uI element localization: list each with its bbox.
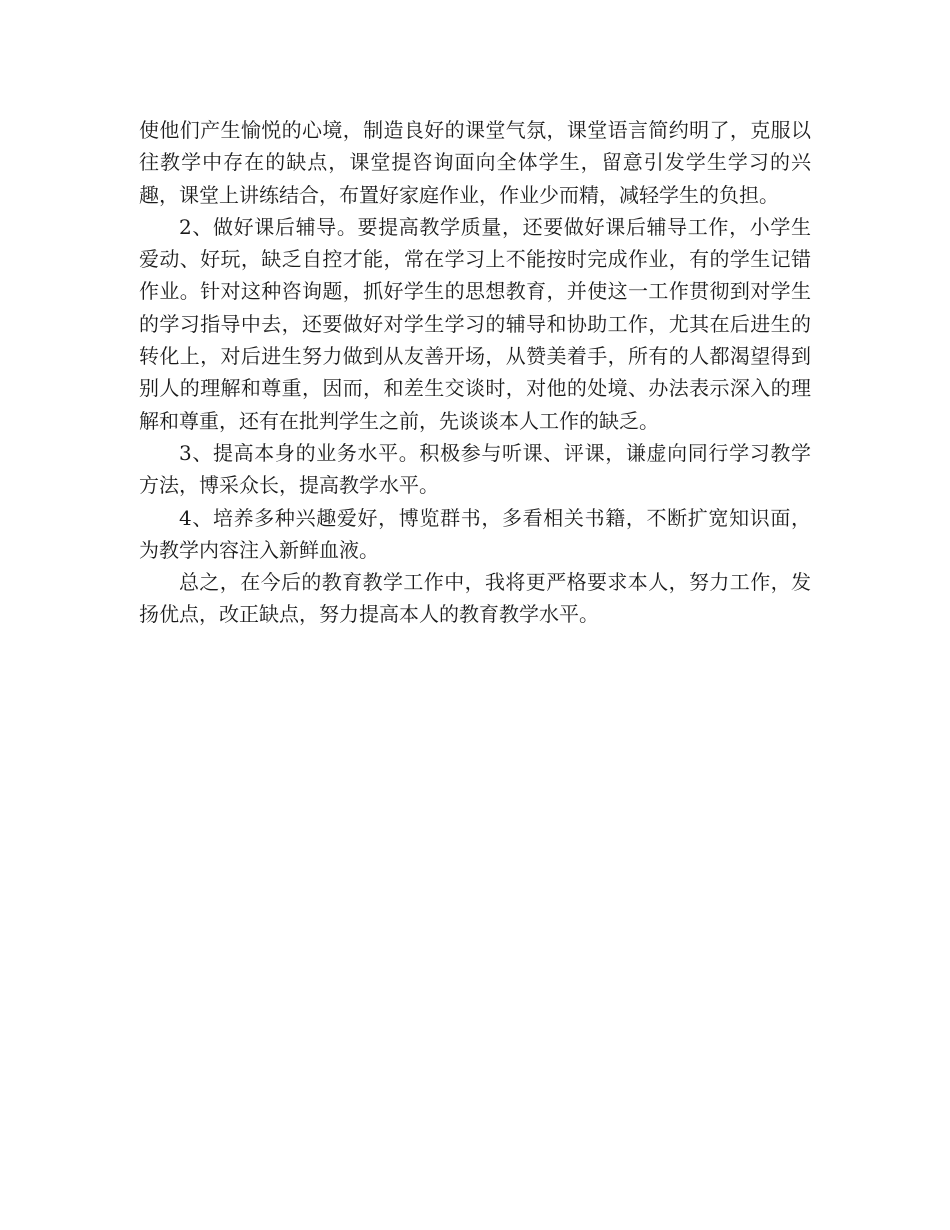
paragraph-conclusion: 总之，在今后的教育教学工作中，我将更严格要求本人，努力工作，发扬优点，改正缺点，努力提高本人的教育教学水平。 xyxy=(139,570,811,627)
paragraph-professional-level: 3、提高本身的业务水平。积极参与听课、评课，谦虚向同行学习教学方法，博采众长，提高教学水平。 xyxy=(139,440,811,498)
paragraph-continuation: 使他们产生愉悦的心境，制造良好的课堂气氛，课堂语言简约明了，克服以往教学中存在的缺点，课堂提咨询面向全体学生，留意引发学生学习的兴趣，课堂上讲练结合，布置好家庭作业，作业少而精，减轻学生的负担。 xyxy=(139,118,811,207)
paragraph-after-class-tutoring: 2、做好课后辅导。要提高教学质量，还要做好课后辅导工作，小学生爱动、好玩，缺乏自控才能，常在学习上不能按时完成作业，有的学生记错作业。针对这种咨询题，抓好学生的思想教育，并使这一工作贯彻到对学生的学习指导中去，还要做好对学生学习的辅导和协助工作，尤其在后进生的转化上，对后进生努力做到从友善开场，从赞美着手，所有的人都渴望得到别人的理解和尊重，因而，和差生交谈时，对他的处境、办法表示深入的理解和尊重，还有在批判学生之前，先谈谈本人工作的缺乏。 xyxy=(139,214,811,433)
document-body xyxy=(139,114,811,631)
paragraph-interests-reading: 4、培养多种兴趣爱好，博览群书，多看相关书籍，不断扩宽知识面，为教学内容注入新鲜血液。 xyxy=(139,505,811,562)
